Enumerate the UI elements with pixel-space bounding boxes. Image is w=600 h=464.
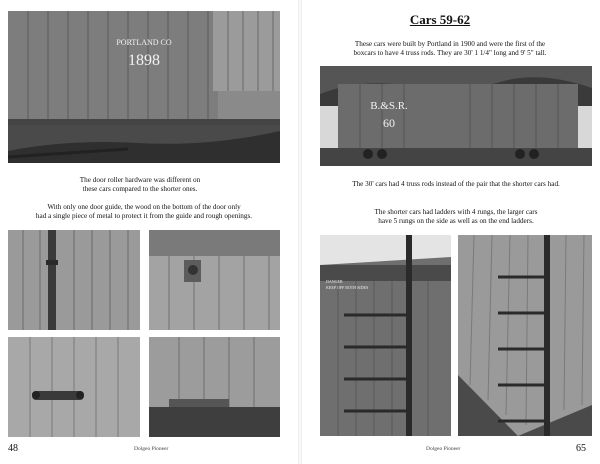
- photo-door-guide-left: [8, 230, 140, 330]
- caption-ladders: [340, 208, 572, 227]
- page-number-right: 65: [576, 443, 586, 454]
- caption-truss-rods: The 30' cars had 4 truss rods instead of the pair that the shorter cars had.: [352, 180, 560, 188]
- page-number-left: 48: [8, 443, 18, 454]
- caption-line: The shorter cars had ladders with 4 rungs, the larger cars: [374, 208, 538, 216]
- caption-line: The door roller hardware was different on: [79, 176, 201, 184]
- caption-door-roller: [20, 176, 260, 195]
- caption-door-guide: [8, 203, 280, 222]
- photo-door-bottom-guide: [149, 337, 280, 437]
- photo-side-ladder: [458, 235, 592, 436]
- photo-door-roller-hardware: [149, 230, 280, 330]
- caption-line: had a single piece of metal to protect it from the guide and rough openings.: [35, 212, 253, 221]
- photo-door-handle: [8, 337, 140, 437]
- car-lettering-portland: PORTLAND CO: [116, 38, 172, 47]
- section-title: Cars 59-62: [409, 12, 471, 27]
- photo-end-ladder: [320, 235, 451, 436]
- caption-line: have 5 rungs on the side as well as on the end ladders.: [378, 217, 534, 226]
- caption-line: these cars compared to the shorter ones.: [82, 185, 198, 194]
- intro-line: boxcars to have 4 truss rods. They are 30' 1 1/4" long and 9' 5" tall.: [353, 49, 547, 58]
- caption-line: With only one door guide, the wood on the bottom of the door only: [47, 203, 241, 211]
- stencil-keep-off: KEEP OFF BOTH SIDES: [326, 285, 369, 290]
- stencil-danger: DANGER: [326, 279, 343, 284]
- book-gutter: [298, 0, 302, 464]
- page-footer-right: Dolgeo Pioneer: [426, 446, 461, 452]
- car-lettering-number: 60: [383, 116, 395, 130]
- page-footer-left: Dolgeo Pioneer: [134, 446, 169, 452]
- photo-portland-boxcar-side: [8, 11, 280, 163]
- intro-line: These cars were built by Portland in 1900 and were the first of the: [354, 40, 546, 48]
- car-lettering-road: B.&S.R.: [370, 100, 408, 112]
- intro-paragraph: [320, 40, 580, 59]
- car-lettering-year: 1898: [128, 52, 160, 69]
